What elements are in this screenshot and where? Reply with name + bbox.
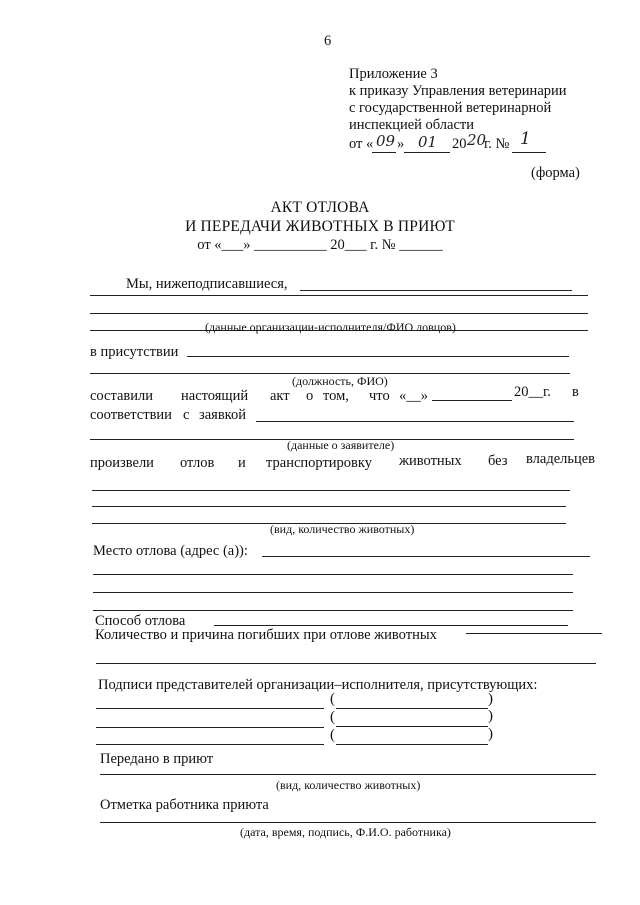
blank-line (187, 356, 569, 357)
handwritten-month: 01 (418, 133, 438, 151)
close-paren: ) (488, 691, 493, 707)
handwritten-day: 09 (376, 132, 396, 150)
blank-line (300, 290, 572, 291)
according-word: с (183, 407, 190, 423)
composed-word: о (306, 388, 314, 404)
carried-word: владельцев (526, 451, 596, 467)
composed-word: в (572, 384, 579, 400)
carried-word: животных (399, 453, 462, 469)
blank-line (100, 822, 596, 823)
carried-word: и (238, 455, 246, 471)
transferred-label: Передано в приют (100, 751, 214, 767)
blank-line (93, 610, 573, 611)
signatures-label: Подписи представителей организации–исполнителя, присутствующих: (98, 677, 538, 693)
method-label: Способ отлова (95, 613, 186, 629)
hint-worker: (дата, время, подпись, Ф.И.О. работника) (240, 825, 451, 839)
page-number: 6 (324, 33, 332, 49)
composed-word: «__» (399, 388, 428, 404)
dead-count-label: Количество и причина погибших при отлове животных (95, 627, 437, 643)
signature-line (96, 727, 324, 728)
blank-line (90, 313, 588, 314)
hint-animals-2: (вид, количество животных) (276, 778, 421, 792)
composed-word: что (369, 388, 390, 404)
blank-line (466, 633, 602, 634)
handwritten-year: 20 (467, 131, 487, 149)
blank-line (90, 295, 588, 296)
blank-line (214, 625, 568, 626)
blank-line (92, 490, 570, 491)
composed-word: 20__г. (514, 384, 551, 400)
carried-word: транспортировку (266, 455, 372, 471)
open-paren: ( (330, 691, 335, 707)
carried-word: произвели (90, 455, 154, 471)
appendix-line-3: с государственной ветеринарной (349, 100, 552, 116)
appendix-date-suffix: г. № (484, 136, 510, 152)
month-underline (404, 152, 450, 153)
blank-line (256, 421, 574, 422)
hint-org: (данные организации-исполнителя/ФИО ловцов) (205, 320, 456, 334)
title-line-1: АКТ ОТЛОВА (270, 199, 370, 216)
appendix-line-4: инспекцией области (349, 117, 475, 133)
blank-line (93, 592, 573, 593)
open-paren: ( (330, 727, 335, 743)
blank-line (432, 400, 512, 401)
appendix-date-prefix: от « (349, 136, 374, 152)
appendix-year-prefix: 20 (452, 136, 467, 152)
composed-word: акт (270, 388, 290, 404)
number-underline (512, 152, 546, 153)
name-line (336, 726, 488, 727)
open-paren: ( (330, 709, 335, 725)
appendix-date-mid: » (397, 136, 405, 152)
carried-word: отлов (180, 455, 215, 471)
name-line (336, 744, 488, 745)
form-label: (форма) (531, 165, 580, 181)
shelter-mark-label: Отметка работника приюта (100, 797, 269, 813)
carried-word: без (488, 453, 508, 469)
place-label: Место отлова (адрес (а)): (93, 543, 248, 559)
we-undersigned-label: Мы, нижеподписавшиеся, (126, 276, 288, 292)
close-paren: ) (488, 726, 493, 742)
in-presence-label: в присутствии (90, 344, 179, 360)
hint-animals: (вид, количество животных) (270, 522, 415, 536)
blank-line (96, 663, 596, 664)
day-underline (372, 152, 396, 153)
signature-line (96, 708, 324, 709)
according-word: соответствии (90, 407, 172, 423)
signature-line (96, 744, 324, 745)
blank-line (92, 506, 566, 507)
hint-position: (должность, ФИО) (292, 374, 388, 388)
appendix-line-2: к приказу Управления ветеринарии (349, 83, 567, 99)
composed-word: составили (90, 388, 154, 404)
according-word: заявкой (199, 407, 246, 423)
composed-word: том, (323, 388, 349, 404)
appendix-line-1: Приложение 3 (349, 66, 438, 82)
blank-line (100, 774, 596, 775)
close-paren: ) (488, 708, 493, 724)
hint-applicant: (данные о заявителе) (287, 438, 395, 452)
handwritten-number: 1 (520, 129, 531, 149)
name-line (336, 708, 488, 709)
title-date-line: от «___» __________ 20___ г. № ______ (197, 237, 443, 253)
composed-word: настоящий (181, 388, 249, 404)
blank-line (262, 556, 590, 557)
blank-line (93, 574, 573, 575)
title-line-2: И ПЕРЕДАЧИ ЖИВОТНЫХ В ПРИЮТ (185, 218, 455, 235)
